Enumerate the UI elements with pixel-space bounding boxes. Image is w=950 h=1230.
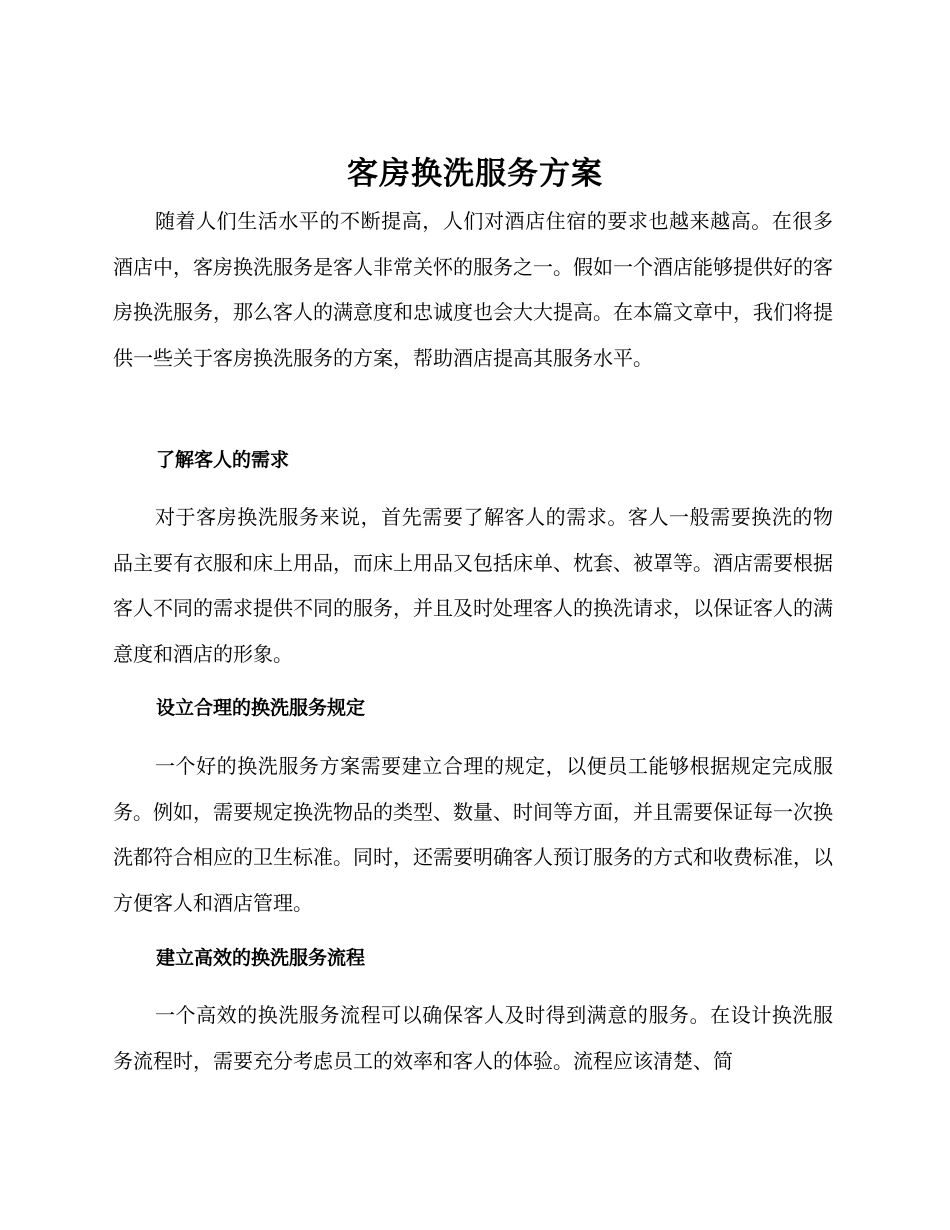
- section-body-service-rules: 一个好的换洗服务方案需要建立合理的规定，以便员工能够根据规定完成服务。例如，需要规定换洗物品的类型、数量、时间等方面，并且需要保证每一次换洗都符合相应的卫生标准。同时，还需要明确客人预订服务的方式和收费标准，以方便客人和酒店管理。: [113, 754, 833, 915]
- document-title: 客房换洗服务方案: [347, 156, 603, 192]
- section-heading-customer-needs: 了解客人的需求: [156, 449, 290, 471]
- section-body-customer-needs: 对于客房换洗服务来说，首先需要了解客人的需求。客人一般需要换洗的物品主要有衣服和床上用品，而床上用品又包括床单、枕套、被罩等。酒店需要根据客人不同的需求提供不同的服务，并且及时处理客人的换洗请求，以保证客人的满意度和酒店的形象。: [113, 505, 833, 666]
- section-heading-service-rules: 设立合理的换洗服务规定: [156, 697, 366, 719]
- section-body-service-process: 一个高效的换洗服务流程可以确保客人及时得到满意的服务。在设计换洗服务流程时，需要充分考虑员工的效率和客人的体验。流程应该清楚、简: [113, 1003, 833, 1073]
- section-heading-service-process: 建立高效的换洗服务流程: [156, 947, 366, 969]
- intro-paragraph: 随着人们生活水平的不断提高，人们对酒店住宿的要求也越来越高。在很多酒店中，客房换洗服务是客人非常关怀的服务之一。假如一个酒店能够提供好的客房换洗服务，那么客人的满意度和忠诚度也会大大提高。在本篇文章中，我们将提供一些关于客房换洗服务的方案，帮助酒店提高其服务水平。: [113, 209, 833, 370]
